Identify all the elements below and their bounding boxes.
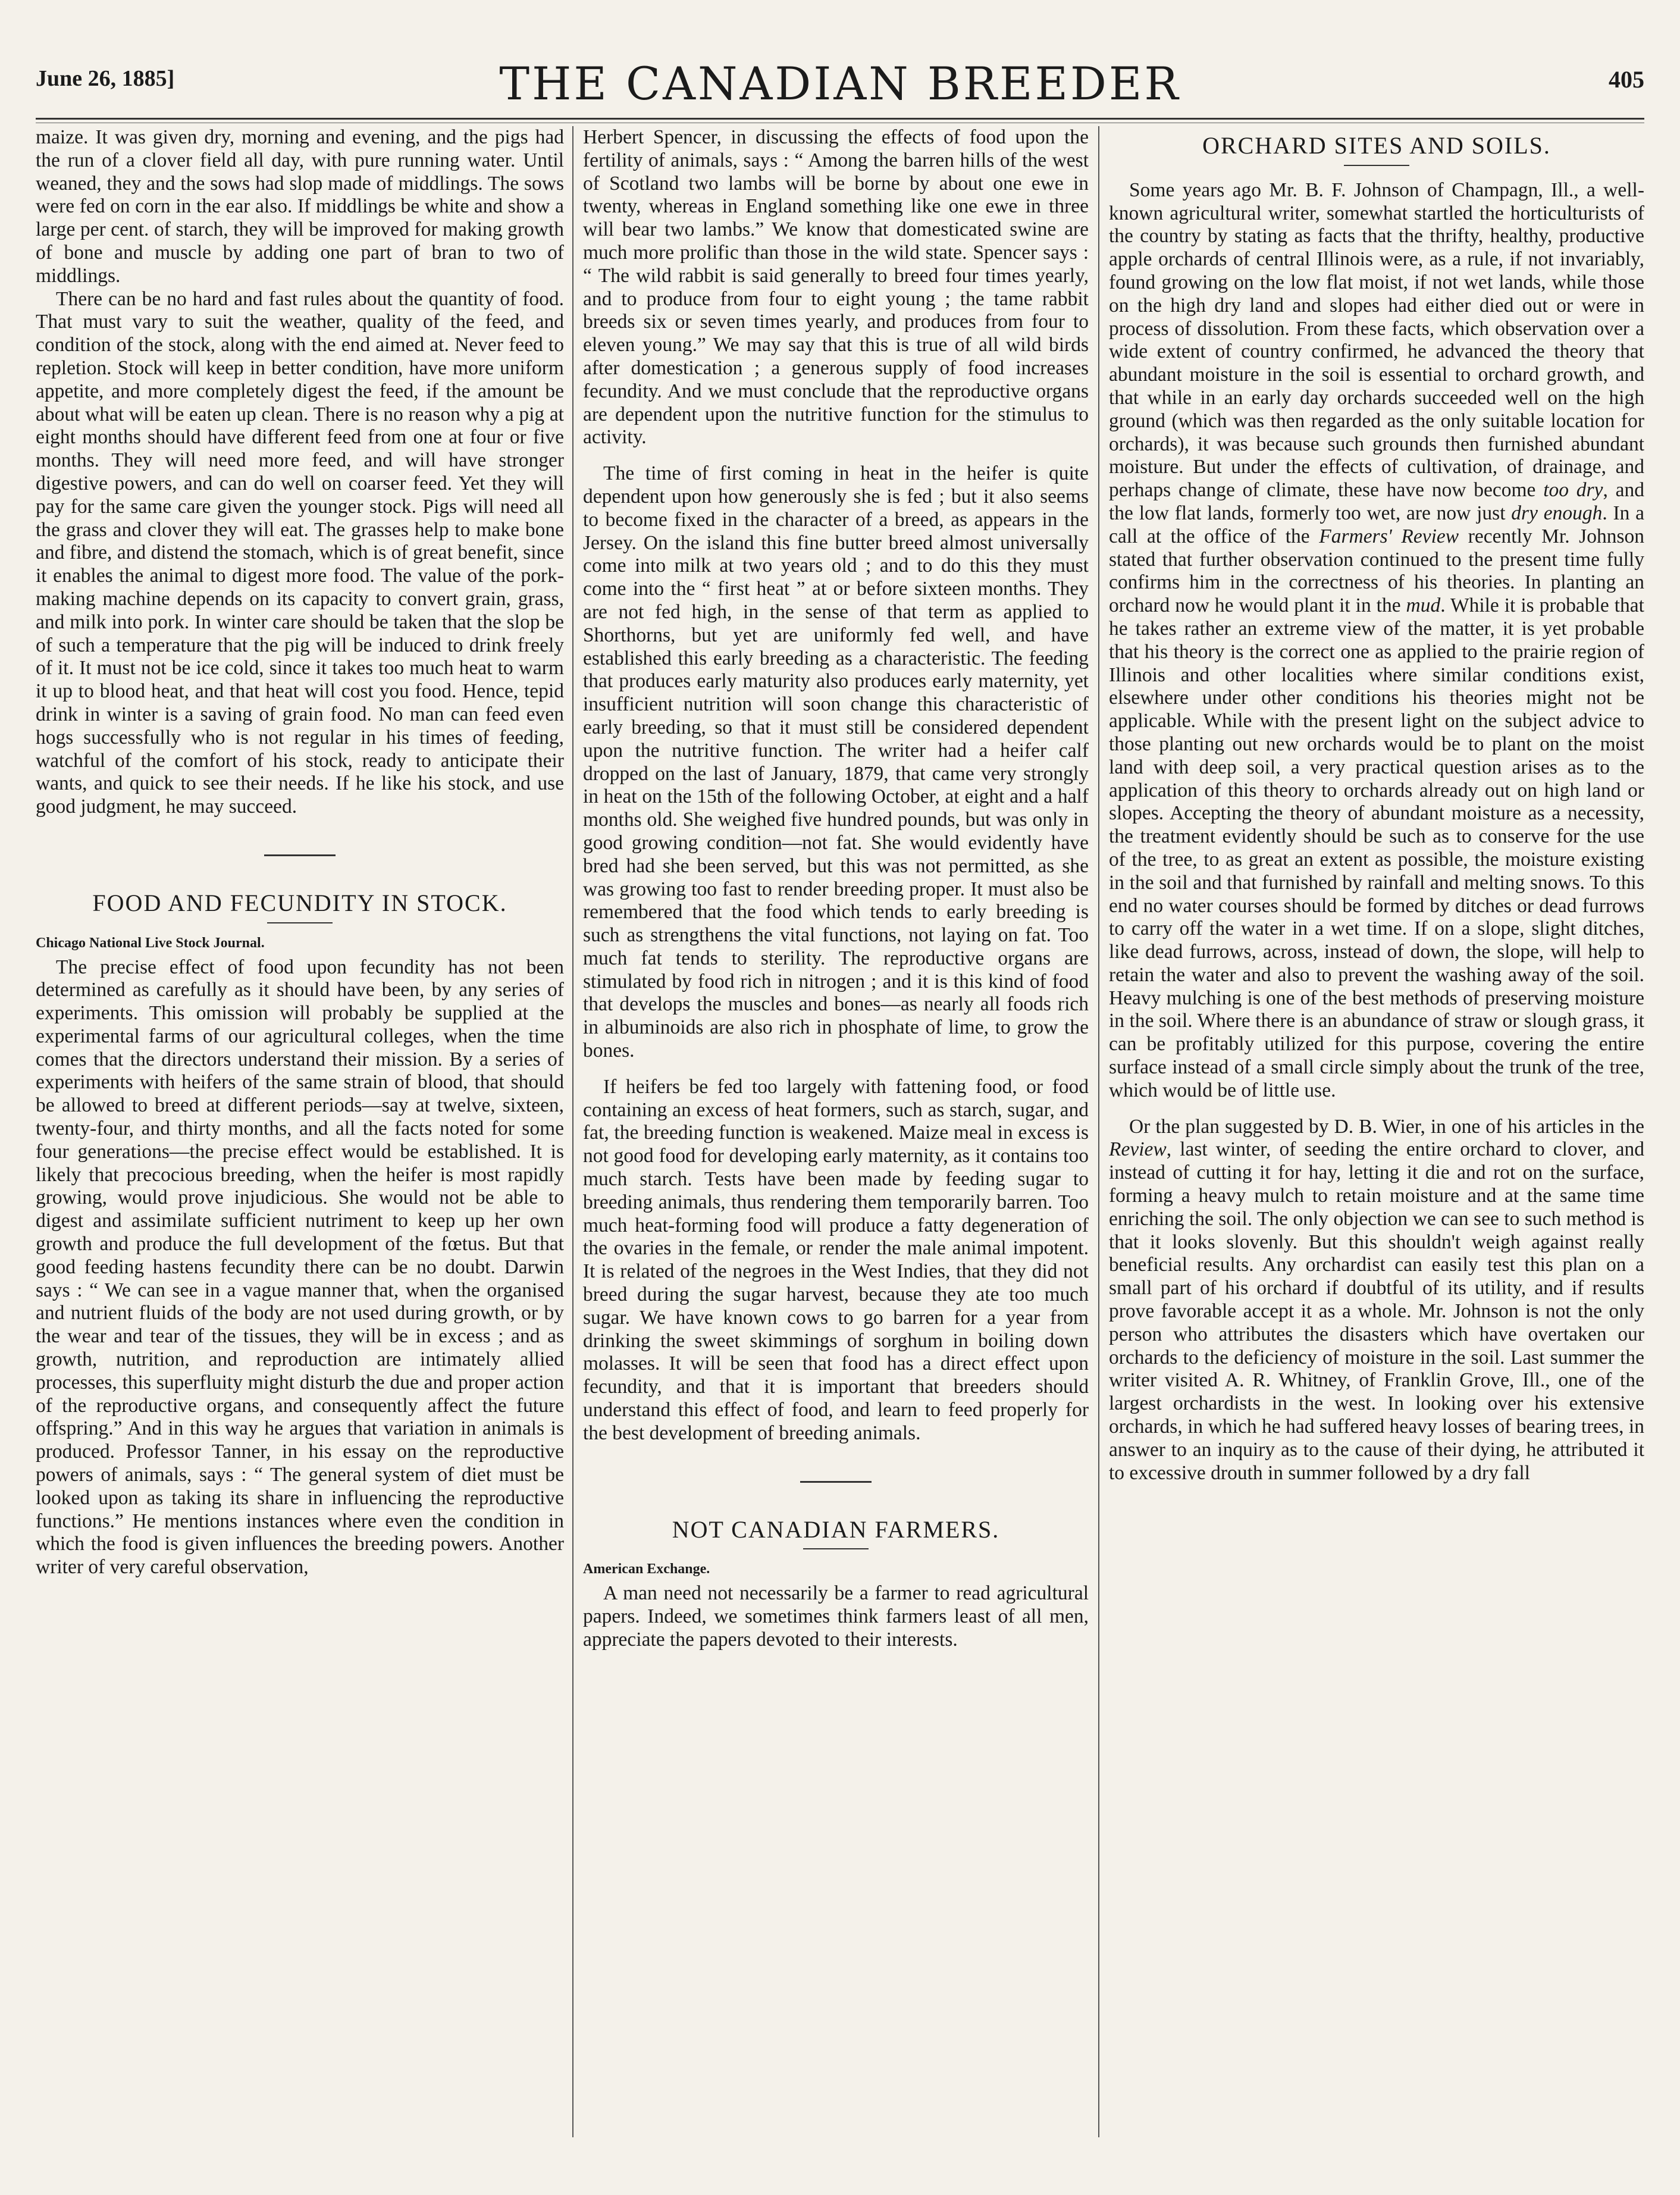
paragraph: The time of first coming in heat in the heifer is quite dependent upon how generously she is fed ; but it also seems to become fixed in the character of a breed, as appears in the Jersey. On the island this fine butter breed almost universally come into milk at two years old ; and to do this they must come into the “ first heat ” at or before sixteen months. They are not fed high, in the sense of that term as applied to Shorthorns, but yet are uniformly fed well, and have established this early breeding as a characteristic. The feeding that produces early maturity also produces early maternity, yet insufficient nutrition will soon change this characteristic of early breeding, so that it must still be considered dependent upon the nutritive function. The writer had a heifer calf dropped on the last of January, 1879, that came very strongly in heat on the 15th of the following October, at eight and a half months old. She weighed five hundred pounds, but was only in good growing condition—not fat. She would evidently have bred had she been served, but this was not permitted, as she was growing too fast to render breeding proper. It must also be remembered that the food which tends to early breeding is such as strengthens the vital functions, not laying on fat. Too much fat tends to sterility. The reproductive organs are stimulated by food rich in nitrogen ; and it is this kind of food that develops the muscles and bones—as nearly all foods rich in albuminoids are also rich in phosphate of lime, to grow the bones.: [583, 462, 1089, 1062]
masthead: [36, 57, 1644, 123]
column-2: [583, 126, 1089, 2137]
article-heading: ORCHARD SITES AND SOILS.: [1202, 132, 1551, 159]
paragraph: maize. It was given dry, morning and evening, and the pigs had the run of a clover field all day, with pure running water. Until weaned, they and the sows had slop made of middlings. The sows were fed on corn in the ear also. If middlings be white and show a large per cent. of starch, they will be improved for making growth of bone and muscle by adding one part of bran to two of middlings.: [36, 126, 564, 287]
column-divider: [1098, 126, 1099, 2137]
article-heading: NOT CANADIAN FARMERS.: [672, 1515, 1000, 1543]
paragraph: There can be no hard and fast rules about the quantity of food. That must vary to suit the weather, quality of the feed, and condition of the stock, along with the end aimed at. Never feed to repletion. Stock will keep in better condition, have more uniform appetite, and more completely digest the feed, if the amount be about what will be eaten up clean. There is no reason why a pig at eight months should have different feed from one at four or five months. They will need more feed, and will have stronger digestive powers, and can do well on coarser feed. Yet they will pay for the same care given the younger stock. Pigs will need all the grass and clover they will eat. The grasses help to make bone and fibre, and distend the stomach, which is of great benefit, since it enables the animal to digest more food. The value of the pork-making machine depends on its capacity to convert grain, grass, and milk into pork. In winter care should be taken that the slop be of such a temperature that the pig will be induced to drink freely of it. It must not be ice cold, since it takes too much heat to warm it up to blood heat, and that heat will cost you food. Hence, tepid drink in winter is a saving of grain food. No man can feed even hogs successfully who is not regular in his times of feeding, watchful of the comfort of his stock, ready to anticipate their wants, and quick to see their needs. If he like his stock, and use good judgment, he may succeed.: [36, 287, 564, 818]
column-divider: [572, 126, 573, 2137]
newspaper-title: THE CANADIAN BREEDER: [499, 57, 1181, 110]
paragraph: Herbert Spencer, in discussing the effects of food upon the fertility of animals, says : “ Among the barren hills of the west of Scotland two lambs will be borne by about one ewe in twenty, whereas in England something like one ewe in three will bear two lambs.” We know that domesticated swine are much more prolific than those in the wild state. Spencer says : “ The wild rabbit is said generally to breed four times yearly, and to produce from four to eight young ; the tame rabbit breeds six or seven times yearly, and produces from four to eleven young.” We may say that this is true of all wild birds after domestication ; a generous supply of food increases fecundity. And we must conclude that the reproductive organs are dependent upon the nutritive function for the stimulus to activity.: [583, 126, 1089, 449]
text-run: Some years ago Mr. B. F. Johnson of Champagn, Ill., a well-known agricultural writer, somewhat startled the horticulturists of the country by stating as facts that the thrifty, healthy, productive apple orchards of central Illinois were, as a rule, if not invariably, found growing on the low flat moist, if not wet lands, while those on the high dry land and slopes had either died out or were in process of dissolution. From these facts, which observation over a wide extent of country confirmed, he advanced the theory that abundant moisture in the soil is essential to orchard growth, and that while in an early day orchards succeeded well on the high ground (which was then regarded as the only suitable location for orchards), it was because such grounds then furnished abundant moisture. But under the effects of cultivation, of drainage, and perhaps change of climate, these have now become: [1109, 179, 1644, 502]
paragraph: [1109, 1116, 1644, 1485]
emphasis: mud: [1406, 594, 1441, 617]
column-3: [1109, 126, 1644, 2137]
paragraph: [1109, 179, 1644, 1103]
page-number: 405: [1609, 66, 1644, 93]
paragraph: If heifers be fed too largely with fattening food, or food containing an excess of heat formers, such as starch, sugar, and fat, the breeding function is weakened. Maize meal in excess is not good food for developing early maternity, as it contains too much starch. Tests have been made by feeding sugar to breeding animals, thus rendering them temporarily barren. Too much heat-forming food will produce a fatty degeneration of the ovaries in the female, or render the male animal impotent. It is related of the negroes in the West Indies, that they did not breed during the sugar harvest, because they ate too much sugar. We have known cows to go barren for a year from drinking the sweet skimmings of sorghum in boiling down molasses. It will be seen that food has a direct effect upon fecundity, and that it is important that breeders should understand this effect of food, and learn to feed properly for the best development of breeding animals.: [583, 1075, 1089, 1444]
emphasis: Review: [1109, 1138, 1167, 1161]
heading-rule: [803, 1548, 869, 1549]
emphasis: Farmers' Review: [1319, 525, 1459, 547]
issue-date: June 26, 1885]: [36, 66, 175, 91]
text-run: . In a call at the office of the: [1109, 502, 1644, 547]
heading-rule: [1344, 165, 1409, 166]
text-run: recently Mr. Johnson stated that further observation continued to the present time fully confirms him in the correctness of his theories. In planting an orchard now he would plant it in the: [1109, 525, 1644, 617]
article-separator: [264, 854, 336, 856]
text-run: . While it is probable that he takes rather an extreme view of the matter, it is yet probable that his theory is the correct one as applied to the prairie region of Illinois and other localities where similar conditions exist, elsewhere under other conditions his theories might not be applicable. While with the present light on the subject advice to those planting out new orchards would be to plant on the moist land with deep soil, a very practical question arises as to the application of this theory to orchards already out on high land or slopes. Accepting the theory of abundant moisture as a necessity, the treatment evidently should be such as to conserve for the use of the tree, to as great an extent as possible, the moisture existing in the soil and that furnished by rainfall and melting snows. To this end no water courses should be formed by ditches or dead furrows to carry off the water in a wet time. If on a slope, slight ditches, like dead furrows, across, instead of down, the slope, will help to retain the water and also to prevent the washing away of the soil. Heavy mulching is one of the best methods of preserving moisture in the soil. Where there is an abundance of straw or slough grass, it can be profitably utilized for this purpose, covering the entire surface instead of a small circle simply about the trunk of the tree, which would be of little use.: [1109, 594, 1644, 1101]
article-heading: FOOD AND FECUNDITY IN STOCK.: [92, 889, 507, 916]
paragraph: A man need not necessarily be a farmer to read agricultural papers. Indeed, we sometimes think farmers least of all men, appreciate the papers devoted to their interests.: [583, 1582, 1089, 1651]
emphasis: too dry: [1543, 479, 1603, 502]
text-run: , last winter, of seeding the entire orchard to clover, and instead of cutting it for hay, letting it die and rot on the surface, forming a heavy mulch to retain moisture and at the same time enriching the soil. The only objection we can see to such method is that it looks slovenly. But this shouldn't weigh against really beneficial results. Any orchardist can easily test this plan on a small part of his orchard if doubtful of its utility, and if results prove favorable accept it as a whole. Mr. Johnson is not the only person who attributes the disasters which have overtaken our orchards to the deficiency of moisture in the soil. Last summer the writer visited A. R. Whitney, of Franklin Grove, Ill., one of the largest orchardists in the west. In looking over his extensive orchards, in which he had suffered heavy losses of bearing trees, in answer to an inquiry as to the cause of their dying, he attributed it to excessive drouth in summer followed by a dry fall: [1109, 1138, 1644, 1484]
heading-rule: [267, 922, 333, 923]
text-run: , and the low flat lands, formerly too wet, are now just: [1109, 479, 1644, 524]
article-separator: [800, 1481, 872, 1483]
masthead-rule: [36, 118, 1644, 120]
article-source: Chicago National Live Stock Journal.: [36, 935, 265, 951]
emphasis: dry enough: [1511, 502, 1603, 524]
column-1: [36, 126, 564, 2137]
text-run: Or the plan suggested by D. B. Wier, in one of his articles in the: [1129, 1115, 1644, 1138]
paragraph: The precise effect of food upon fecundity has not been determined as carefully as it should have been, by any series of experiments. This omission will probably be supplied at the experimental farms of our agricultural colleges, when the time comes that the directors understand their mission. By a series of experiments with heifers of the same strain of blood, that should be allowed to breed at different periods—say at twelve, sixteen, twenty-four, and thirty months, and all the facts noted for some four generations—the precise effect would be established. It is likely that precocious breeding, when the heifer is most rapidly growing, would prove injudicious. She would not be able to digest and assimilate sufficient nutriment to keep up her own growth and produce the full development of the fœtus. But that good feeding hastens fecundity there can be no doubt. Darwin says : “ We can see in a vague manner that, when the organised and nutrient fluids of the body are not used during growth, or by the wear and tear of the tissues, they will be in excess ; and as growth, nutrition, and reproduction are intimately allied processes, this superfluity might disturb the due and proper action of the reproductive organs, and consequently affect the future offspring.” And in this way he argues that variation in animals is produced. Professor Tanner, in his essay on the reproductive powers of animals, says : “ The general system of diet must be looked upon as taking its share in influencing the reproductive functions.” He mentions instances where even the condition in which the food is given influences the breeding powers. Another writer of very careful observation,: [36, 956, 564, 1579]
article-source: American Exchange.: [583, 1561, 710, 1577]
